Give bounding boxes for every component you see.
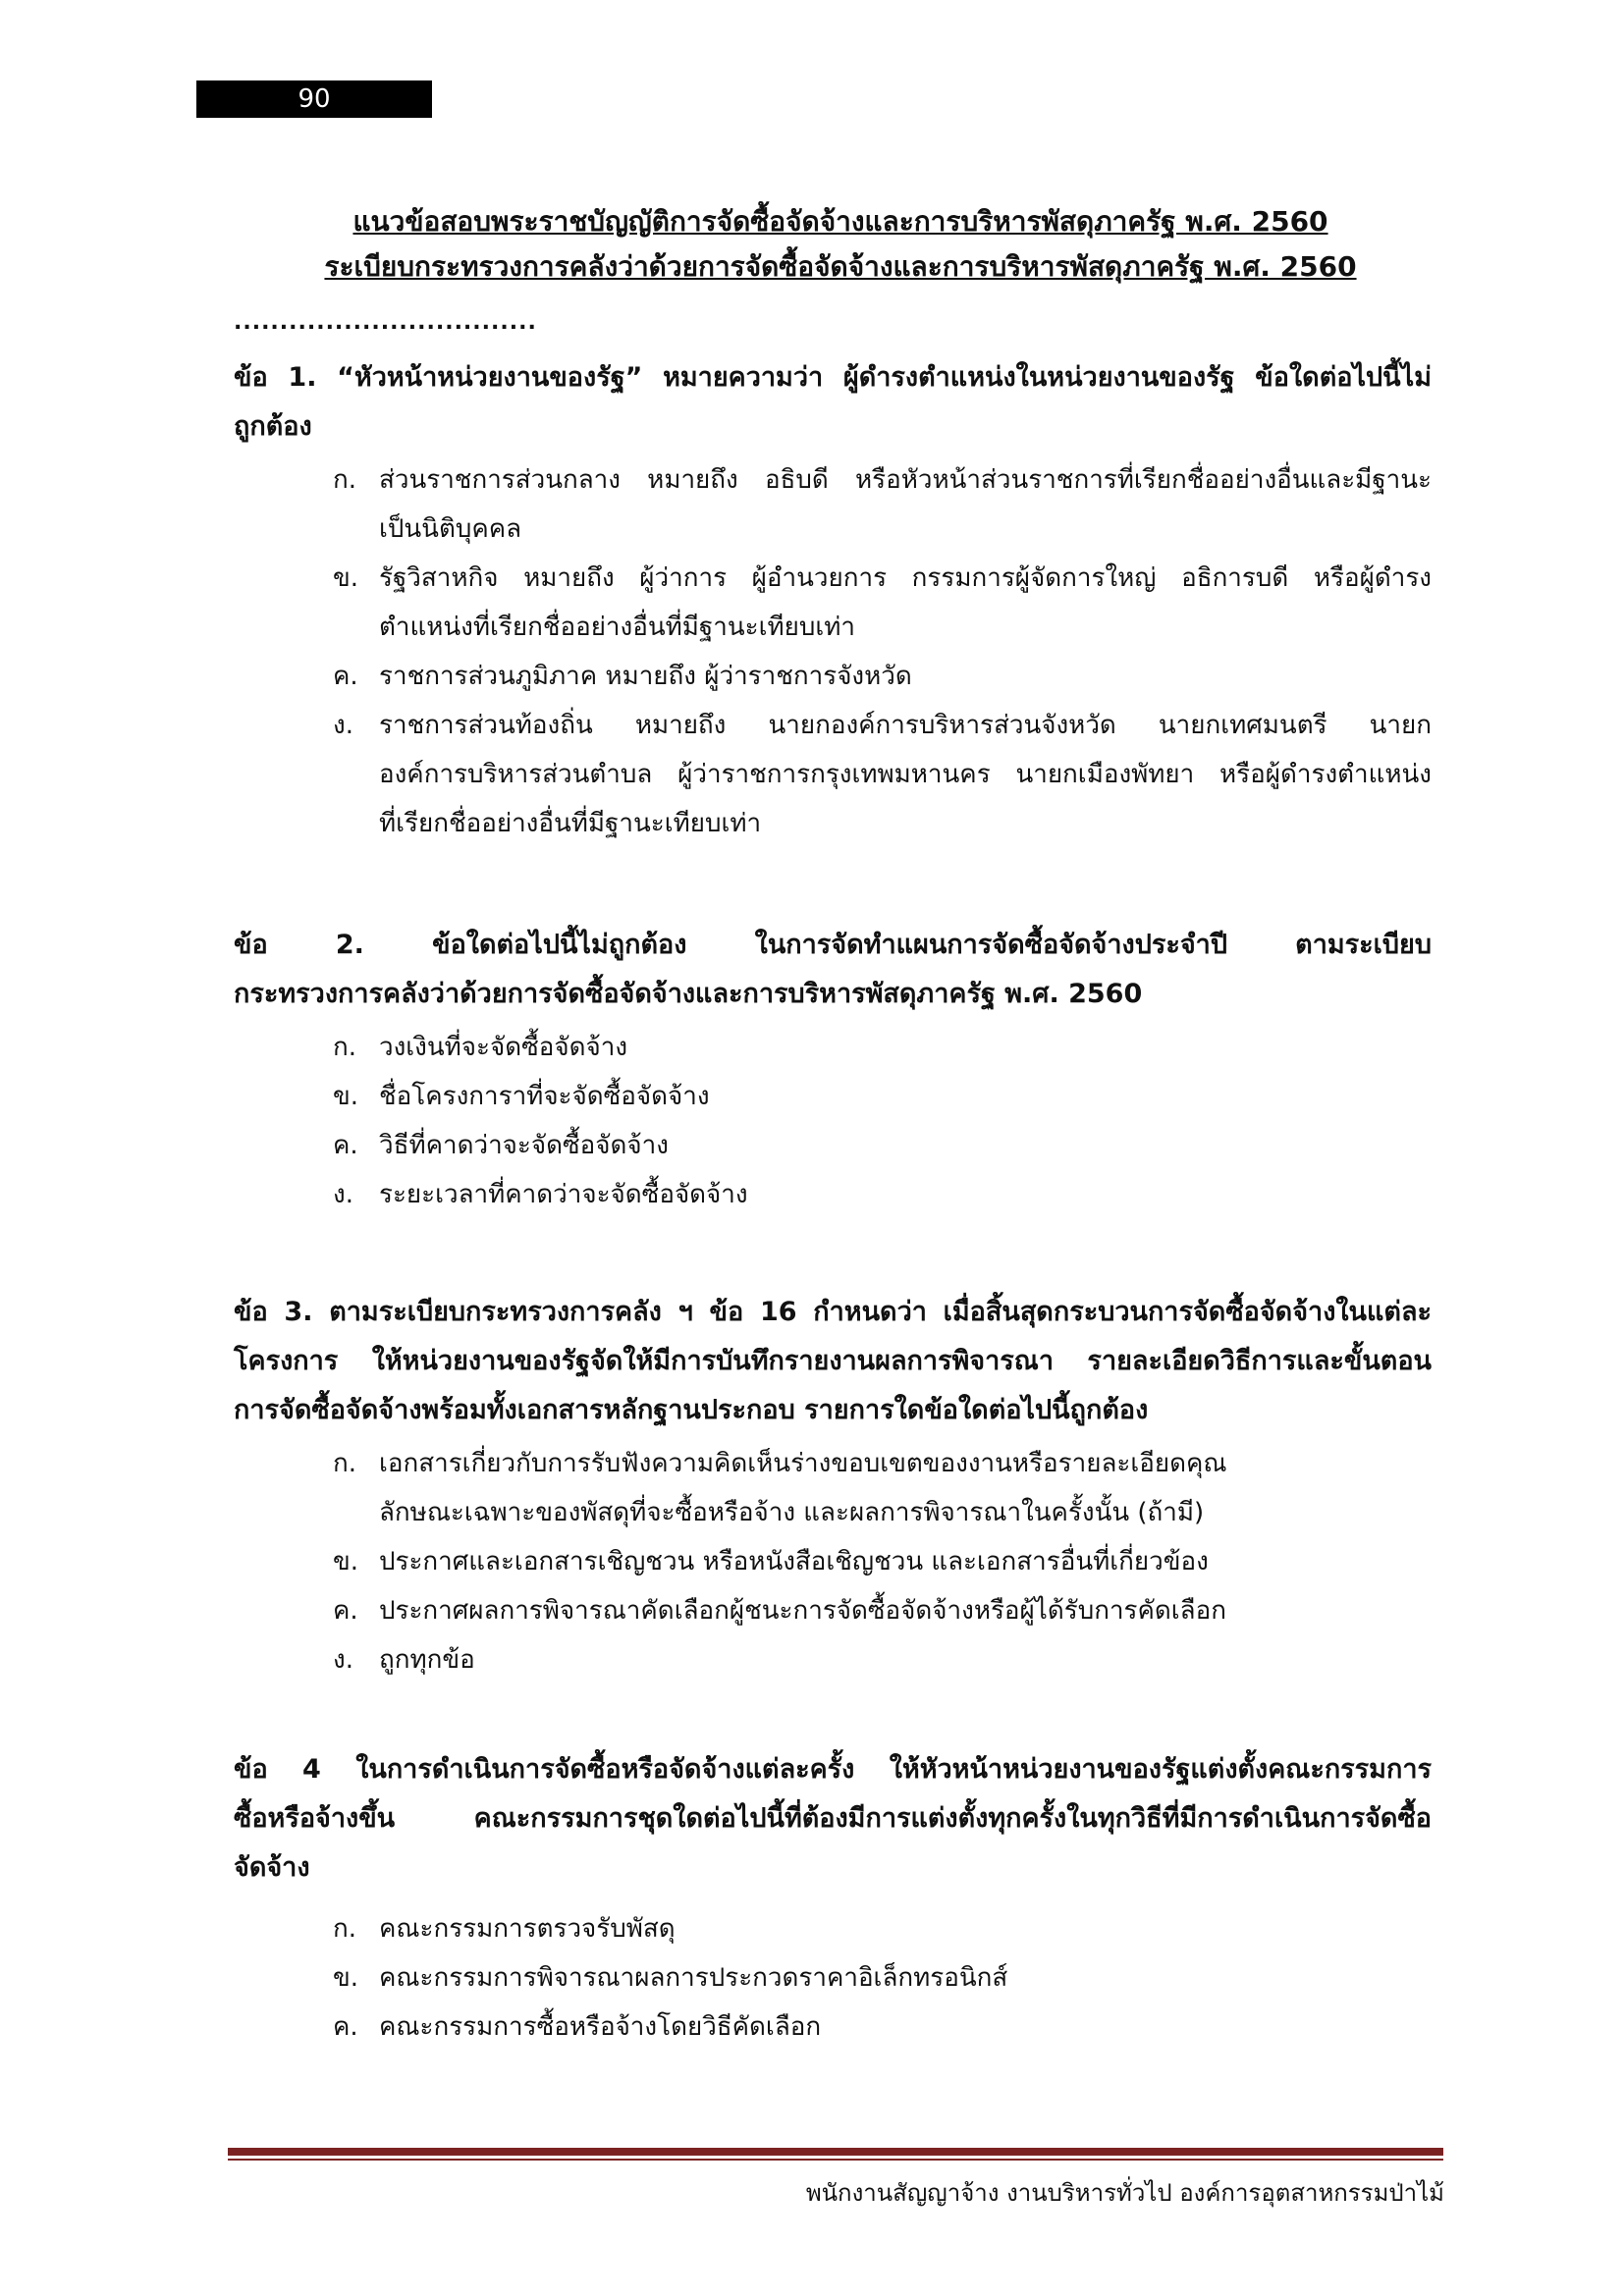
title-line-2: ระเบียบกระทรวงการคลังว่าด้วยการจัดซื้อจัดจ้างและการบริหารพัสดุภาครัฐ พ.ศ. 2560	[324, 250, 1357, 283]
choice-text: ระยะเวลาที่คาดว่าจะจัดซื้อจัดจ้าง	[379, 1180, 748, 1209]
choice-letter: ก.	[333, 465, 357, 495]
question-text-line: ข้อ 3. ตามระเบียบกระทรวงการคลัง ฯ ข้อ 16 กำหนดว่า เมื่อสิ้นสุดกระบวนการจัดซื้อจัดจ้างในแต่ละ	[234, 1297, 1432, 1327]
choice-list	[234, 1439, 1432, 1684]
question-3	[234, 1288, 1432, 1684]
choice-text: เป็นนิติบุคคล	[379, 514, 522, 544]
choice-text: เอกสารเกี่ยวกับการรับฟังความคิดเห็นร่างขอบเขตของงานหรือรายละเอียดคุณ	[379, 1449, 1227, 1478]
choice-text: องค์การบริหารส่วนตำบล ผู้ว่าราชการกรุงเทพมหานคร นายกเมืองพัทยา หรือผู้ดำรงตำแหน่ง	[379, 760, 1432, 789]
question-text-line: ซื้อหรือจ้างขึ้น คณะกรรมการชุดใดต่อไปนี้ที่ต้องมีการแต่งตั้งทุกครั้งในทุกวิธีที่มีการดำเนินการจัดซื้อ	[234, 1803, 1432, 1834]
footer-divider	[228, 2148, 1443, 2156]
footer-text: พนักงานสัญญาจ้าง งานบริหารทั่วไป องค์การอุตสาหกรรมป่าไม้	[805, 2179, 1444, 2207]
choice-item	[234, 1072, 1432, 1121]
choice-letter: ข.	[333, 1082, 359, 1111]
choice-text: วงเงินที่จะจัดซื้อจัดจ้าง	[379, 1033, 628, 1062]
choice-text: ลักษณะเฉพาะของพัสดุที่จะซื้อหรือจ้าง และผลการพิจารณาในครั้งนั้น (ถ้ามี)	[379, 1498, 1205, 1527]
choice-item	[234, 701, 1432, 848]
question-text-line: กระทรวงการคลังว่าด้วยการจัดซื้อจัดจ้างและการบริหารพัสดุภาครัฐ พ.ศ. 2560	[234, 979, 1143, 1009]
choice-item	[234, 652, 1432, 701]
choice-letter: ค.	[333, 2012, 358, 2042]
choice-text: คณะกรรมการซื้อหรือจ้างโดยวิธีคัดเลือก	[379, 2012, 822, 2042]
choice-text: ประกาศและเอกสารเชิญชวน หรือหนังสือเชิญชวน และเอกสารอื่นที่เกี่ยวข้อง	[379, 1547, 1209, 1576]
choice-text: ราชการส่วนภูมิภาค หมายถึง ผู้ว่าราชการจังหวัด	[379, 662, 912, 691]
choice-text: ชื่อโครงการาที่จะจัดซื้อจัดจ้าง	[379, 1082, 710, 1111]
choice-letter: ข.	[333, 563, 359, 593]
question-text-line: ข้อ 1. “หัวหน้าหน่วยงานของรัฐ” หมายความว่า ผู้ดำรงตำแหน่งในหน่วยงานของรัฐ ข้อใดต่อไปนี้ไม่	[234, 362, 1432, 393]
choice-item	[234, 1635, 1432, 1684]
question-text-line: ข้อ 4 ในการดำเนินการจัดซื้อหรือจัดจ้างแต่ละครั้ง ให้หัวหน้าหน่วยงานของรัฐแต่งตั้งคณะกรรมการ	[234, 1754, 1432, 1785]
question-text-line: ถูกต้อง	[234, 411, 312, 442]
dotted-separator: .................................	[234, 310, 537, 335]
choice-item	[234, 554, 1432, 652]
question-1	[234, 353, 1432, 848]
choice-letter: ก.	[333, 1914, 357, 1944]
choice-item	[234, 1121, 1432, 1170]
choice-letter: ค.	[333, 1131, 358, 1160]
choice-item	[234, 1537, 1432, 1586]
footer-divider-thin	[228, 2159, 1443, 2161]
choice-item	[234, 1170, 1432, 1219]
choice-letter: ง.	[333, 1645, 353, 1675]
choice-letter: ค.	[333, 1596, 358, 1626]
choice-list	[234, 1023, 1432, 1219]
choice-text: ที่เรียกชื่ออย่างอื่นที่มีฐานะเทียบเท่า	[379, 809, 762, 838]
choice-list	[234, 455, 1432, 848]
choice-item	[234, 2002, 1432, 2052]
choice-text: ประกาศผลการพิจารณาคัดเลือกผู้ชนะการจัดซื้อจัดจ้างหรือผู้ได้รับการคัดเลือก	[379, 1596, 1226, 1626]
question-text-line: โครงการ ให้หน่วยงานของรัฐจัดให้มีการบันทึกรายงานผลการพิจารณา รายละเอียดวิธีการและขั้นตอน	[234, 1346, 1432, 1376]
choice-letter: ก.	[333, 1033, 357, 1062]
choice-item	[234, 1953, 1432, 2002]
choice-text: คณะกรรมการตรวจรับพัสดุ	[379, 1914, 676, 1944]
title-line-1: แนวข้อสอบพระราชบัญญัติการจัดซื้อจัดจ้างและการบริหารพัสดุภาครัฐ พ.ศ. 2560	[352, 205, 1328, 238]
choice-text: วิธีที่คาดว่าจะจัดซื้อจัดจ้าง	[379, 1131, 669, 1160]
choice-item	[234, 1904, 1432, 1953]
question-text-line: การจัดซื้อจัดจ้างพร้อมทั้งเอกสารหลักฐานประกอบ รายการใดข้อใดต่อไปนี้ถูกต้อง	[234, 1395, 1149, 1425]
choice-text: ถูกทุกข้อ	[379, 1645, 475, 1675]
choice-letter: ค.	[333, 662, 358, 691]
choice-item	[234, 455, 1432, 554]
choice-letter: ข.	[333, 1547, 359, 1576]
question-4	[234, 1745, 1432, 2052]
choice-item	[234, 1023, 1432, 1072]
choice-text: รัฐวิสาหกิจ หมายถึง ผู้ว่าการ ผู้อำนวยการ กรรมการผู้จัดการใหญ่ อธิการบดี หรือผู้ดำรง	[379, 563, 1432, 593]
question-text-line: จัดจ้าง	[234, 1852, 310, 1883]
choice-text: ราชการส่วนท้องถิ่น หมายถึง นายกองค์การบริหารส่วนจังหวัด นายกเทศมนตรี นายก	[379, 711, 1432, 740]
page-number-badge: 90	[196, 80, 432, 118]
choice-item	[234, 1586, 1432, 1635]
choice-item	[234, 1439, 1432, 1537]
choice-letter: ก.	[333, 1449, 357, 1478]
question-text-line: ข้อ 2. ข้อใดต่อไปนี้ไม่ถูกต้อง ในการจัดทำแผนการจัดซื้อจัดจ้างประจำปี ตามระเบียบ	[234, 930, 1432, 960]
choice-letter: ง.	[333, 711, 353, 740]
choice-letter: ข.	[333, 1963, 359, 1993]
choice-list	[234, 1904, 1432, 2052]
question-2	[234, 921, 1432, 1219]
document-title	[232, 199, 1449, 290]
choice-text: ส่วนราชการส่วนกลาง หมายถึง อธิบดี หรือหัวหน้าส่วนราชการที่เรียกชื่ออย่างอื่นและมีฐานะ	[379, 465, 1432, 495]
choice-letter: ง.	[333, 1180, 353, 1209]
choice-text: ตำแหน่งที่เรียกชื่ออย่างอื่นที่มีฐานะเทียบเท่า	[379, 613, 855, 642]
choice-text: คณะกรรมการพิจารณาผลการประกวดราคาอิเล็กทรอนิกส์	[379, 1963, 1008, 1993]
